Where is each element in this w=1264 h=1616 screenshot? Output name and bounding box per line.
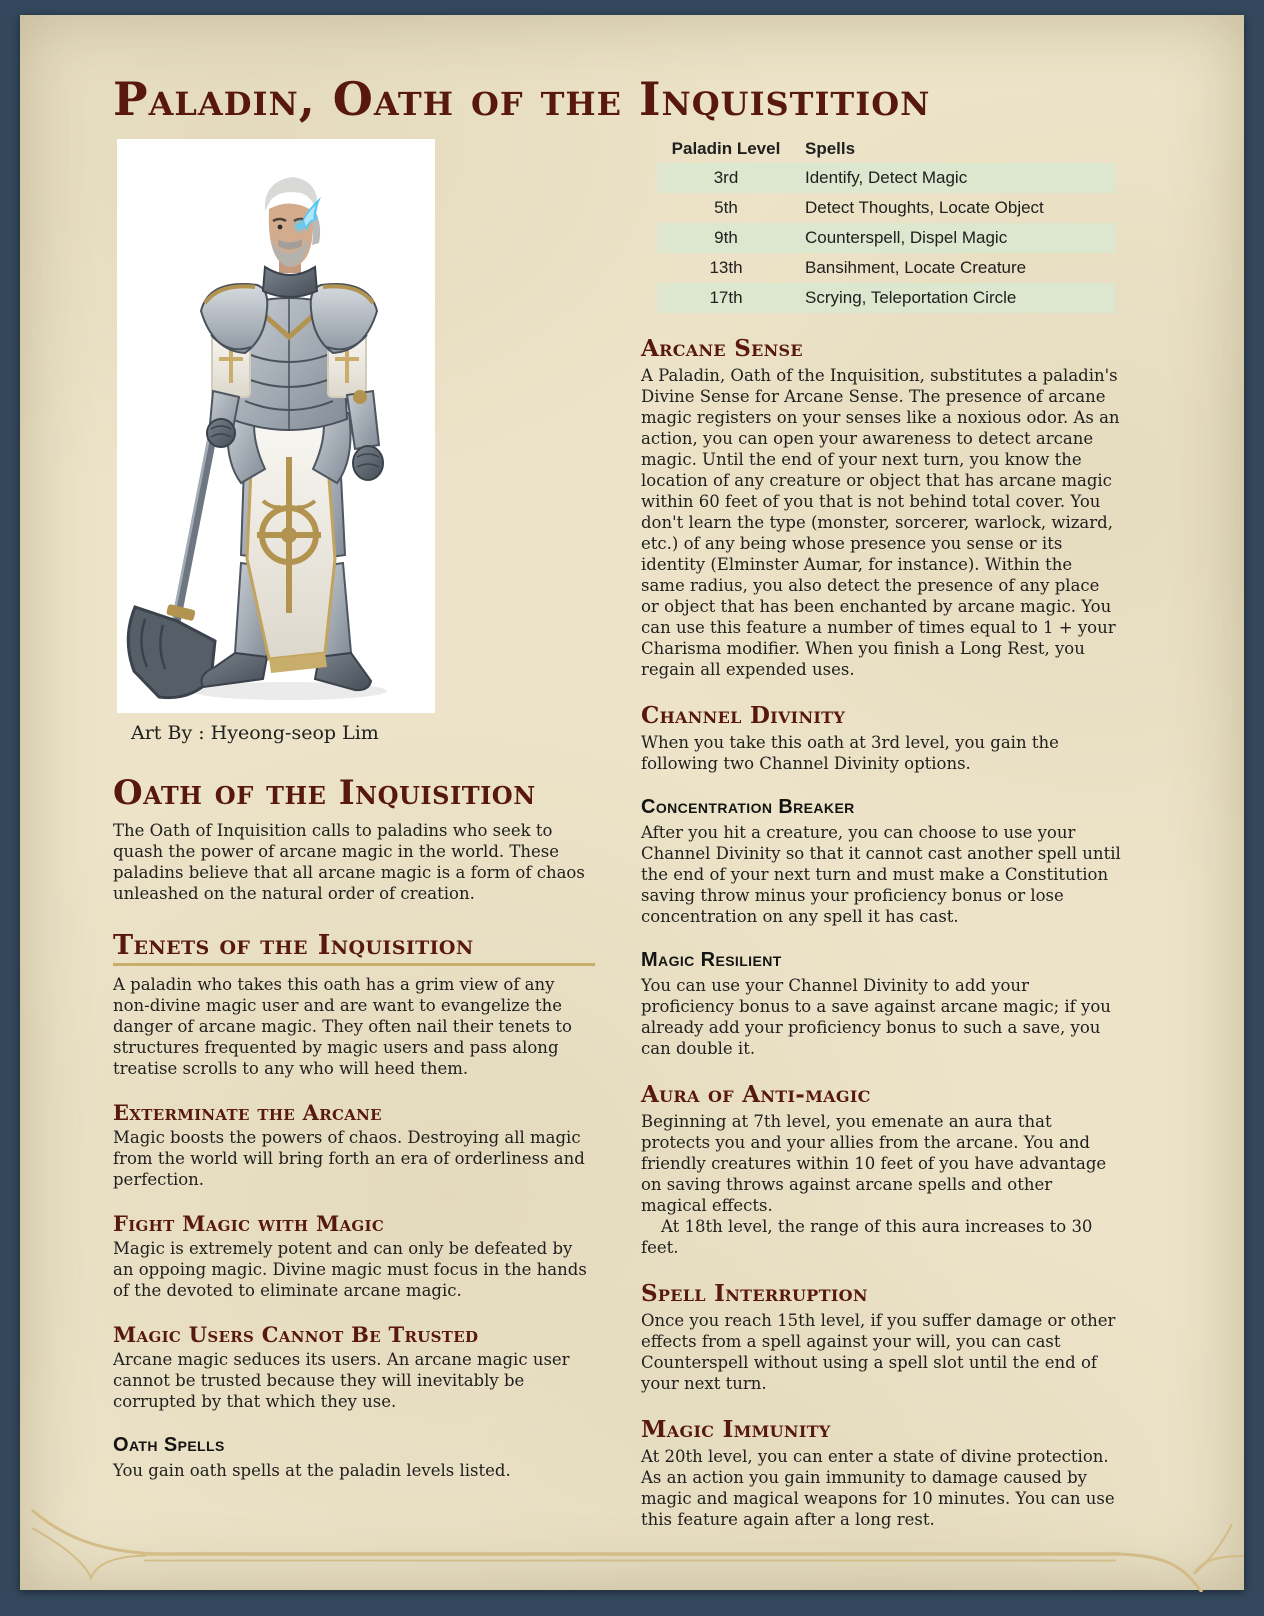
channel-divinity-paragraph: When you take this oath at 3rd level, you gain the following two Channel Divinity options. (641, 733, 1059, 773)
table-row (657, 253, 1115, 283)
spells-cell: Scrying, Teleportation Circle (805, 288, 1017, 307)
spells-cell: Identify, Detect Magic (805, 168, 968, 187)
spells-cell: Bansihment, Locate Creature (805, 258, 1027, 277)
oath-intro-paragraph: The Oath of Inquisition calls to paladins who seek to quash the power of arcane magic in the world. These paladins believe that all arcane magic is a form of chaos unleashed on the natural order of creation. (113, 821, 585, 903)
heading-magic-users-cannot-be-trusted: Magic Users Cannot Be Trusted (113, 1322, 479, 1347)
heading-oath-spells: Oath Spells (113, 1434, 225, 1456)
character-art (117, 139, 435, 713)
heading-exterminate-the-arcane: Exterminate the Arcane (113, 1100, 382, 1125)
spells-cell: Detect Thoughts, Locate Object (805, 198, 1044, 217)
table-row (657, 163, 1115, 193)
heading-aura-of-anti-magic: Aura of Anti-magic (641, 1081, 871, 1108)
heading-concentration-breaker: Concentration Breaker (641, 796, 855, 818)
column-header-paladin-level: Paladin Level (671, 139, 781, 158)
table-row (657, 193, 1115, 223)
heading-arcane-sense: Arcane Sense (641, 335, 803, 362)
spells-cell: Counterspell, Dispel Magic (805, 228, 1008, 247)
heading-fight-magic-with-magic: Fight Magic with Magic (113, 1211, 385, 1236)
right-column (641, 131, 1121, 1530)
table-row (657, 283, 1115, 313)
magic-immunity-paragraph: At 20th level, you can enter a state of divine protection. As an action you gain immunity to damage caused by magic and magical weapons for 10 minutes. You can use this feature again after a long rest. (641, 1447, 1115, 1529)
table-row (657, 223, 1115, 253)
table-header-row (657, 135, 1115, 163)
oath-spells-table (657, 135, 1115, 313)
level-cell: 5th (714, 198, 738, 217)
heading-magic-resilient: Magic Resilient (641, 949, 782, 971)
tenets-intro-paragraph: A paladin who takes this oath has a grim view of any non-divine magic user and are want to evangelize the danger of arcane magic. They often nail their tenets to structures frequented by magic users and pass along treatise scrolls to any who will heed them. (113, 975, 572, 1078)
level-cell: 13th (709, 258, 743, 277)
art-credit: Art By : Hyeong-seop Lim (131, 722, 379, 744)
level-cell: 3rd (713, 168, 739, 187)
arcane-sense-paragraph: A Paladin, Oath of the Inquisition, substitutes a paladin's Divine Sense for Arcane Sense. The presence of arcane magic registers on your senses like a noxious odor. As an action, you can open your awareness to detect arcane magic. Until the end of your next turn, you know the location of any creature or object that has arcane magic within 60 feet of you that is not behind total cover. You don't learn the type (monster, sorcerer, warlock, wizard, etc.) of any being whose presence you sense or its identity (Elminster Aumar, for instance). Within the same radius, you also detect the presence of any place or object that has been enchanted by arcane magic. You can use this feature a number of times equal to 1 + your Charisma modifier. When you finish a Long Rest, you regain all expended uses. (641, 366, 1120, 679)
heading-tenets: Tenets of the Inquisition (113, 930, 595, 966)
heading-channel-divinity: Channel Divinity (641, 702, 846, 729)
aura-paragraph-2: At 18th level, the range of this aura increases to 30 feet. (641, 1217, 1093, 1257)
parchment-page (20, 15, 1244, 1590)
column-header-spells: Spells (805, 139, 856, 158)
heading-spell-interruption: Spell Interruption (641, 1280, 868, 1307)
two-column-layout (20, 131, 1244, 1530)
left-column (113, 131, 595, 1530)
tenet-paragraph: Arcane magic seduces its users. An arcane magic user cannot be trusted because they will inevitably be corrupted by that which they use. (113, 1350, 570, 1411)
magic-resilient-paragraph: You can use your Channel Divinity to add your proficiency bonus to a save against arcane magic; if you already add your proficiency bonus to such a save, you can double it. (641, 976, 1111, 1058)
tenet-paragraph: Magic boosts the powers of chaos. Destroying all magic from the world will bring forth an era of orderliness and perfection. (113, 1128, 585, 1189)
heading-oath-of-the-inquisition: Oath of the Inquisition (113, 773, 536, 813)
level-cell: 17th (709, 288, 743, 307)
level-cell: 9th (714, 228, 738, 247)
concentration-breaker-paragraph: After you hit a creature, you can choose to use your Channel Divinity so that it cannot cast another spell until the end of your next turn and must make a Constitution saving throw minus your proficiency bonus or lose concentration on any spell it has cast. (641, 823, 1121, 926)
tenet-paragraph: Magic is extremely potent and can only be defeated by an oppoing magic. Divine magic must focus in the hands of the devoted to eliminate arcane magic. (113, 1239, 587, 1300)
oath-spells-paragraph: You gain oath spells at the paladin levels listed. (113, 1461, 511, 1480)
aura-paragraph: Beginning at 7th level, you emenate an aura that protects you and your allies from the arcane. You and friendly creatures within 10 feet of you have advantage on saving throws against arcane spells and other magical effects. (641, 1112, 1107, 1215)
page-title: Paladin, Oath of the Inquistition (113, 72, 931, 126)
spell-interruption-paragraph: Once you reach 15th level, if you suffer damage or other effects from a spell against your will, you can cast Counterspell without using a spell slot until the end of your next turn. (641, 1311, 1116, 1393)
heading-magic-immunity: Magic Immunity (641, 1416, 831, 1443)
